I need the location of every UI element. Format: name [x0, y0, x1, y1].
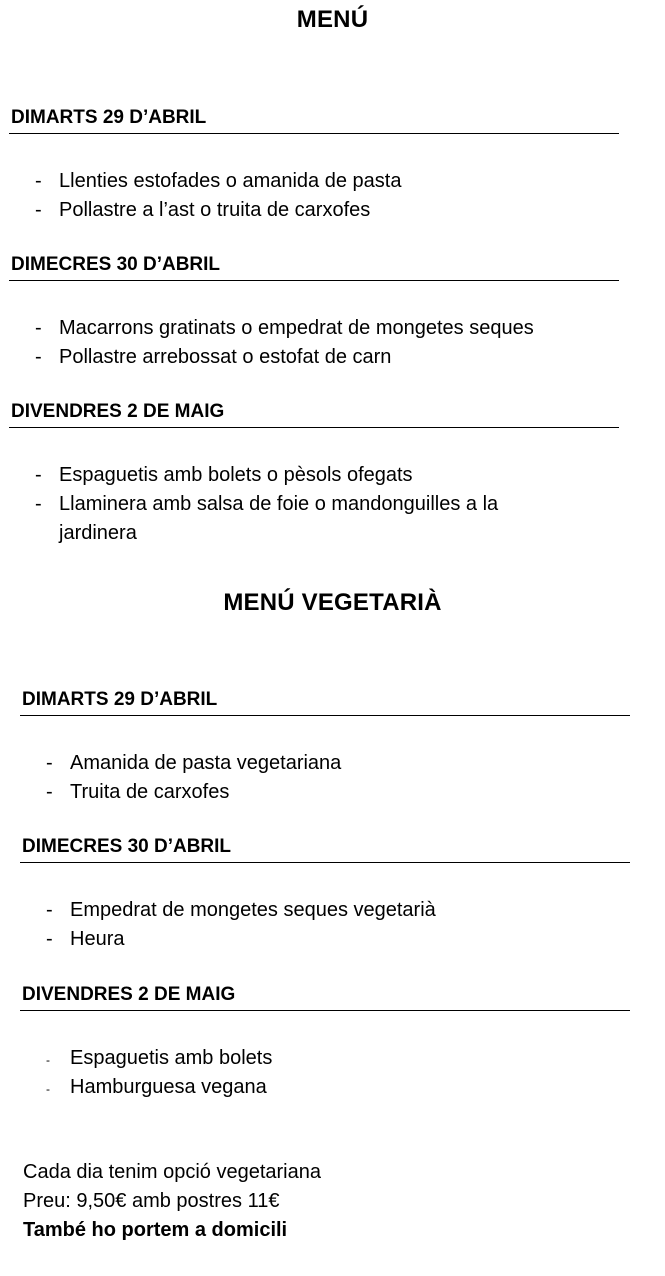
- dish-item: - Pollastre a l’ast o truita de carxofes: [9, 196, 579, 225]
- dish-item: - Amanida de pasta vegetariana: [20, 749, 590, 778]
- bullet-dash: -: [46, 928, 53, 950]
- dish-item: - Hamburguesa vegana: [20, 1073, 590, 1102]
- bullet-dash: -: [46, 1053, 50, 1067]
- dish-list: [9, 167, 619, 225]
- menu-day-2: [9, 253, 619, 372]
- dish-item: - Llenties estofades o amanida de pasta: [9, 167, 579, 196]
- price-note: Preu: 9,50€ amb postres 11€: [23, 1190, 280, 1212]
- footer-info: [23, 1158, 321, 1245]
- dish-item: - Truita de carxofes: [20, 778, 590, 807]
- dish-list: [20, 1044, 630, 1102]
- bullet-dash: -: [35, 346, 42, 368]
- veg-menu-title: MENÚ VEGETARIÀ: [223, 589, 442, 616]
- dish-item: - Pollastre arrebossat o estofat de carn: [9, 343, 579, 372]
- day-heading: DIMARTS 29 D’ABRIL: [9, 106, 619, 134]
- day-heading: DIMECRES 30 D’ABRIL: [9, 253, 619, 281]
- veg-menu-day-2: [20, 835, 630, 954]
- menu-day-3: [9, 400, 619, 548]
- dish-item: - Llaminera amb salsa de foie o mandonguilles a la jardinera: [9, 490, 579, 548]
- day-heading: DIVENDRES 2 DE MAIG: [20, 983, 630, 1011]
- dish-list: [20, 749, 630, 807]
- bullet-dash: -: [35, 199, 42, 221]
- day-heading: DIMECRES 30 D’ABRIL: [20, 835, 630, 863]
- day-heading: DIVENDRES 2 DE MAIG: [9, 400, 619, 428]
- bullet-dash: -: [35, 493, 42, 515]
- veg-option-note: Cada dia tenim opció vegetariana: [23, 1161, 321, 1183]
- dish-list: [20, 896, 630, 954]
- bullet-dash: -: [46, 1082, 50, 1096]
- dish-item: - Espaguetis amb bolets o pèsols ofegats: [9, 461, 579, 490]
- bullet-dash: -: [35, 317, 42, 339]
- dish-item: - Espaguetis amb bolets: [20, 1044, 590, 1073]
- dish-item: - Macarrons gratinats o empedrat de mongetes seques: [9, 314, 579, 343]
- dish-item: - Heura: [20, 925, 590, 954]
- dish-item: - Empedrat de mongetes seques vegetarià: [20, 896, 590, 925]
- bullet-dash: -: [46, 781, 53, 803]
- veg-menu-day-1: [20, 688, 630, 807]
- veg-menu-day-3: [20, 983, 630, 1102]
- bullet-dash: -: [46, 752, 53, 774]
- menu-title: MENÚ: [296, 6, 369, 33]
- bullet-dash: -: [46, 899, 53, 921]
- dish-list: [9, 314, 619, 372]
- day-heading: DIMARTS 29 D’ABRIL: [20, 688, 630, 716]
- dish-list: [9, 461, 619, 548]
- menu-day-1: [9, 106, 619, 225]
- bullet-dash: -: [35, 464, 42, 486]
- delivery-note: També ho portem a domicili: [23, 1219, 288, 1241]
- bullet-dash: -: [35, 170, 42, 192]
